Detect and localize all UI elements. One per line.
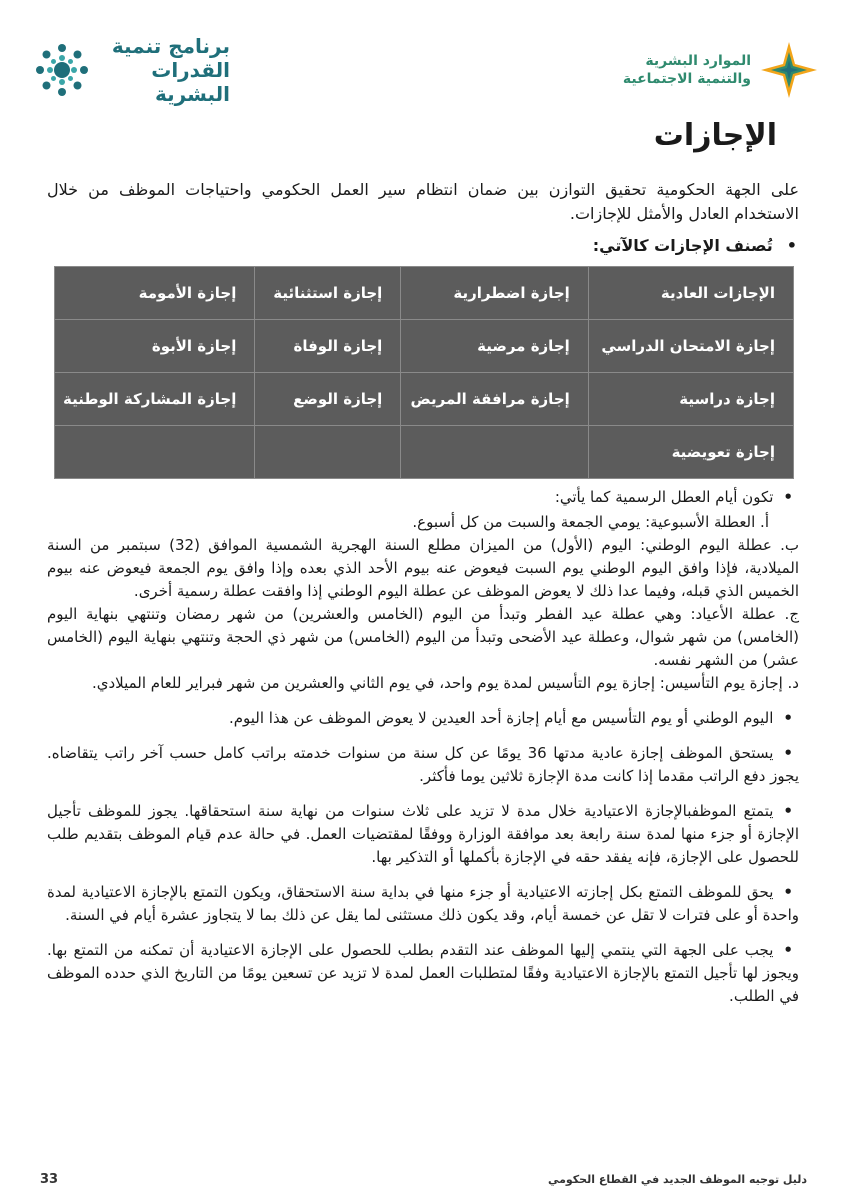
classification-heading-text: تُصنف الإجازات كالآتي:: [592, 236, 773, 255]
hcdp-emblem-icon: [30, 38, 94, 102]
table-cell: إجازة الامتحان الدراسي: [588, 320, 793, 373]
hrsd-logo-line1: الموارد البشرية: [645, 53, 751, 69]
bullet-text: يتمتع الموظفبالإجازة الاعتيادية خلال مدة لا تزيد على ثلاث سنوات من نهاية سنة استحقاقها. يجوز للموظف تأجيل الإجازة أو جزء منها لمدة سنة رابعة بعد موافقة الوزارة ووفقًا لمقتضيات العمل. في حالة عدم قيام الموظف بتقديم طلب للحصول على الإجازة، فإنه يفقد حقه في الإجازة بأكملها أو التذكير بها.: [47, 802, 799, 866]
table-cell: إجازة الأبوة: [55, 320, 255, 373]
hrsd-logo-line2: والتنمية الاجتماعية: [622, 71, 751, 87]
content-body: [47, 486, 799, 1020]
table-cell: [255, 426, 401, 479]
table-cell: إجازة المشاركة الوطنية: [55, 373, 255, 426]
bullet-paragraph: [47, 742, 799, 788]
hrsd-star-icon: [757, 38, 821, 102]
hrsd-logo: [621, 38, 821, 102]
holiday-item: ب. عطلة اليوم الوطني: اليوم (الأول) من الميزان مطلع السنة الهجرية الشمسية الموافق (32) سبتمبر من السنة الميلادية، فإذا وافق اليوم الوطني يوم السبت فيعوض عنه بيوم الأحد الذي بعده وإذا وافق يوم الجمعة فيعوض عنه بيوم الخميس الذي قبله، وفيما عدا ذلك لا يعوض الموظف عن عطلة اليوم الوطني إذا وافقت عطلة رسمية أخرى.: [47, 536, 799, 600]
bullet-paragraph: [47, 939, 799, 1008]
table-cell: إجازة دراسية: [588, 373, 793, 426]
bullet-text: اليوم الوطني أو يوم التأسيس مع أيام إجازة أحد العيدين لا يعوض الموظف عن هذا اليوم.: [228, 709, 774, 727]
table-row: [55, 320, 794, 373]
bullet-icon: •: [783, 941, 793, 959]
holidays-heading: [47, 486, 799, 509]
bullet-icon: •: [783, 802, 793, 820]
bullet-text: يجب على الجهة التي ينتمي إليها الموظف عند التقدم بطلب للحصول على الإجازة الاعتيادية أن تمكنه من التمتع بها. ويجوز لها تأجيل التمتع بالإجازة الاعتيادية وفقًا لمتطلبات العمل لمدة لا تزيد عن تسعين يومًا من التاريخ الذي حدده الموظف في الطلب.: [47, 941, 799, 1005]
table-cell: إجازة مرضية: [401, 320, 588, 373]
classification-heading: [593, 236, 797, 255]
hcdp-logo: [30, 34, 230, 106]
bullet-icon: •: [783, 744, 793, 762]
table-cell: إجازة الوضع: [255, 373, 401, 426]
holidays-heading-text: تكون أيام العطل الرسمية كما يأتي:: [554, 488, 774, 506]
bullet-icon: •: [786, 236, 797, 255]
table-cell: إجازة استثنائية: [255, 267, 401, 320]
bullet-text: يحق للموظف التمتع بكل إجازته الاعتيادية أو جزء منها في بداية سنة الاستحقاق، ويكون التمتع بالإجازة الاعتيادية لمدة واحدة أو على فترات لا تقل عن خمسة أيام، وقد يكون ذلك مستثنى لما يقل عن ذلك بما لا يتجاوز عشرة أيام في السنة.: [47, 883, 799, 924]
table-cell: إجازة مرافقة المريض: [401, 373, 588, 426]
bullet-icon: •: [783, 709, 793, 727]
bullet-paragraph: [47, 707, 799, 730]
holiday-item: أ. العطلة الأسبوعية: يومي الجمعة والسبت من كل أسبوع.: [412, 513, 769, 531]
table-cell: إجازة تعويضية: [588, 426, 793, 479]
holiday-item: د. إجازة يوم التأسيس: إجازة يوم التأسيس لمدة يوم واحد، في يوم الثاني والعشرين من شهر فبراير للعام الميلادي.: [91, 674, 799, 692]
table-cell: إجازة الوفاة: [255, 320, 401, 373]
hcdp-logo-line2: القدرات البشرية: [151, 58, 230, 106]
table-row: [55, 426, 794, 479]
table-cell: إجازة الأمومة: [55, 267, 255, 320]
bullet-paragraph: [47, 800, 799, 869]
guide-title: دليل توجيه الموظف الجديد في القطاع الحكومي: [547, 1173, 807, 1186]
hcdp-logo-line1: برنامج تنمية: [111, 34, 230, 58]
leave-types-table: [54, 266, 794, 479]
table-cell: إجازة اضطرارية: [401, 267, 588, 320]
table-cell: الإجازات العادية: [588, 267, 793, 320]
page-number: 33: [40, 1172, 59, 1187]
page-title: الإجازات: [653, 118, 777, 153]
holiday-item: ج. عطلة الأعياد: وهي عطلة عيد الفطر وتبدأ من اليوم (الخامس والعشرين) من شهر رمضان وتنتهي بنهاية اليوم (الخامس) من شهر شوال، وعطلة عيد الأضحى وتبدأ من اليوم (الخامس) من شهر ذي الحجة وتنتهي بنهاية اليوم (الخامس عشر) من الشهر نفسه.: [47, 605, 799, 669]
table-cell: [401, 426, 588, 479]
bullet-paragraph: [47, 881, 799, 927]
bullet-text: يستحق الموظف إجازة عادية مدتها 36 يومًا عن كل سنة من سنوات خدمته براتب كامل حسب آخر راتب يتقاضاه. يجوز دفع الراتب مقدما إذا كانت مدة الإجازة ثلاثين يوما فأكثر.: [47, 744, 799, 785]
intro-paragraph: على الجهة الحكومية تحقيق التوازن بين ضمان انتظام سير العمل الحكومي واحتياجات الموظف من خلال الاستخدام العادل والأمثل للإجازات.: [47, 180, 799, 223]
table-cell: [55, 426, 255, 479]
table-row: [55, 267, 794, 320]
bullet-icon: •: [783, 883, 793, 901]
table-row: [55, 373, 794, 426]
bullet-icon: •: [783, 488, 793, 506]
